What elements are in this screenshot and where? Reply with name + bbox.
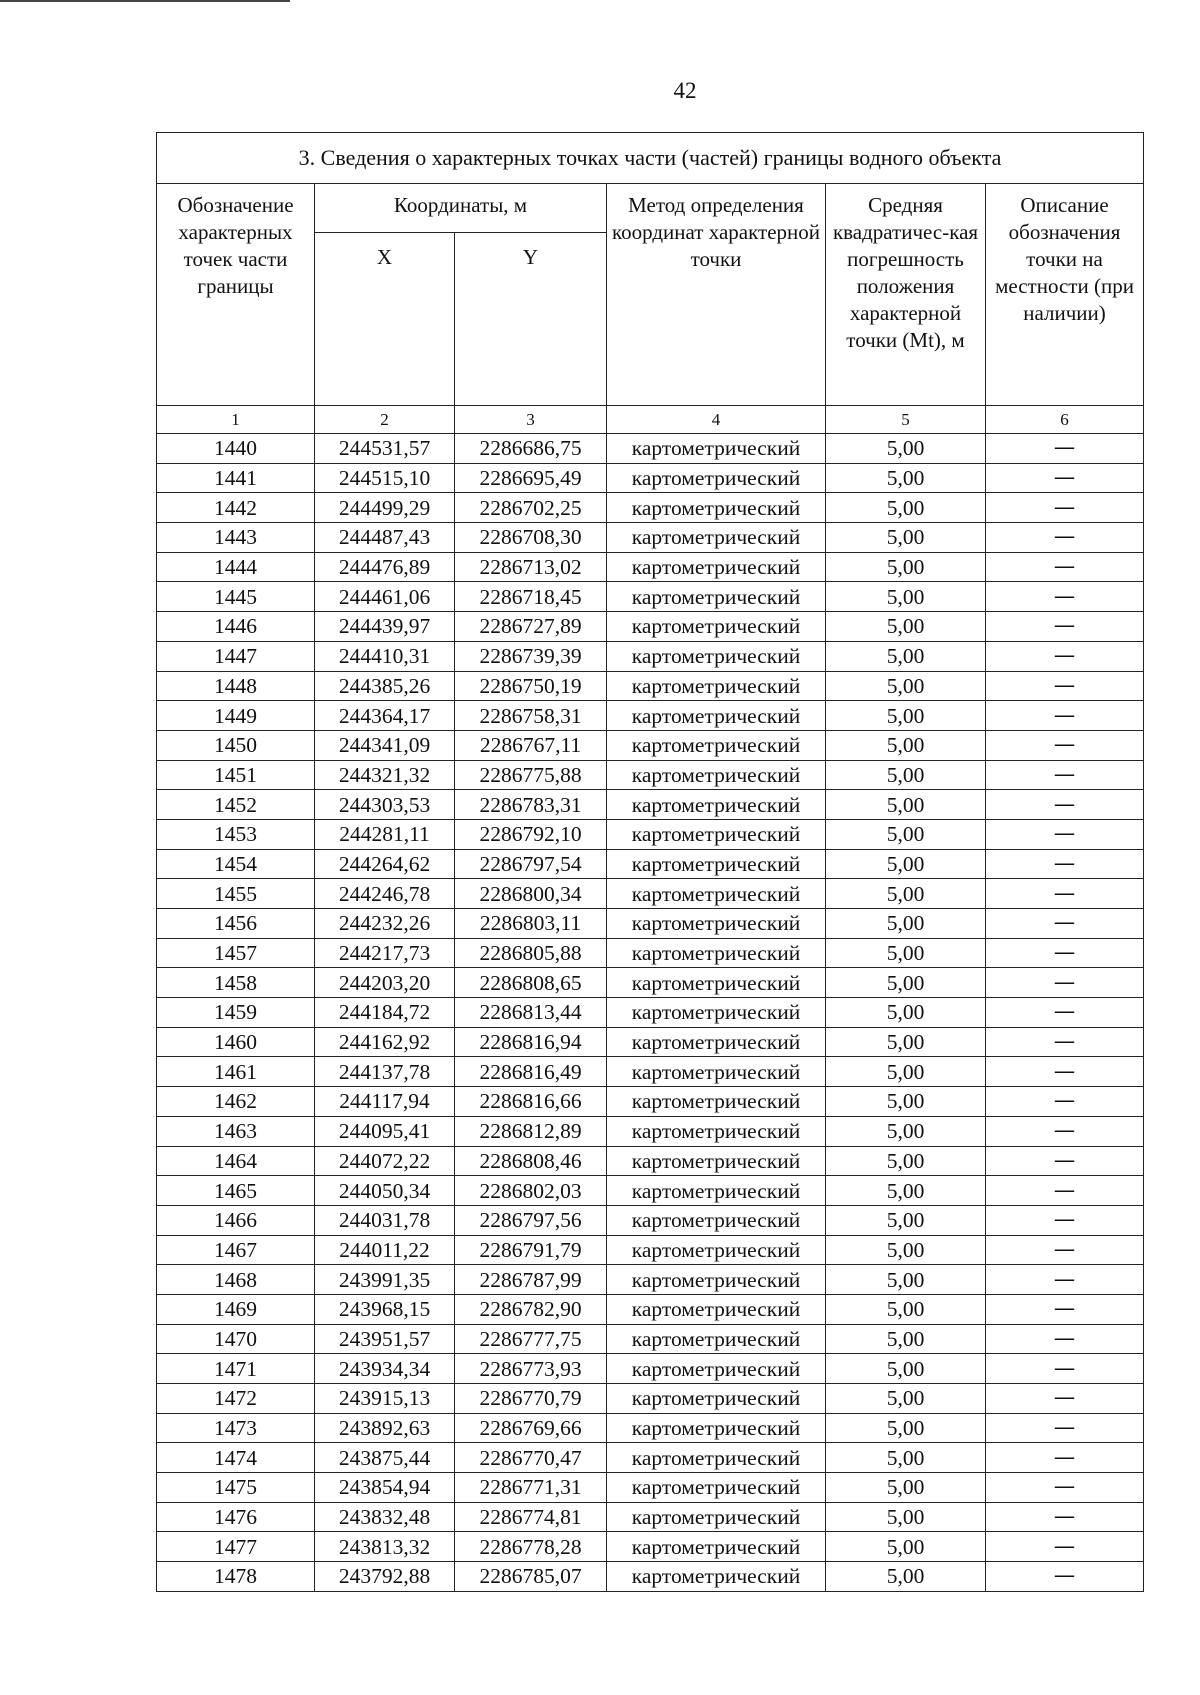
coord-y-cell: 2286802,03 — [455, 1176, 607, 1206]
table-row — [157, 523, 1144, 553]
method-cell: картометрический — [607, 849, 826, 879]
point-id-cell: 1459 — [157, 998, 315, 1028]
point-id-cell: 1470 — [157, 1324, 315, 1354]
header-error: Средняя квадратичес-кая погрешность положения характерной точки (Mt), м — [826, 184, 986, 406]
description-cell: — — [986, 1235, 1144, 1265]
description-cell: — — [986, 1413, 1144, 1443]
error-value-cell: 5,00 — [826, 968, 986, 998]
table-row — [157, 730, 1144, 760]
point-id-cell: 1449 — [157, 701, 315, 731]
table-row — [157, 849, 1144, 879]
coord-x-cell: 243991,35 — [315, 1265, 455, 1295]
point-id-cell: 1442 — [157, 493, 315, 523]
error-value-cell: 5,00 — [826, 523, 986, 553]
method-cell: картометрический — [607, 938, 826, 968]
point-id-cell: 1460 — [157, 1027, 315, 1057]
table-row — [157, 1057, 1144, 1087]
coord-x-cell: 244364,17 — [315, 701, 455, 731]
error-value-cell: 5,00 — [826, 641, 986, 671]
coord-y-cell: 2286777,75 — [455, 1324, 607, 1354]
coord-y-cell: 2286750,19 — [455, 671, 607, 701]
table-row — [157, 1116, 1144, 1146]
coord-x-cell: 243792,88 — [315, 1562, 455, 1592]
description-cell: — — [986, 879, 1144, 909]
method-cell: картометрический — [607, 1413, 826, 1443]
coord-x-cell: 244137,78 — [315, 1057, 455, 1087]
coord-x-cell: 243813,32 — [315, 1532, 455, 1562]
table-row — [157, 968, 1144, 998]
coord-x-cell: 243968,15 — [315, 1294, 455, 1324]
point-id-cell: 1478 — [157, 1562, 315, 1592]
error-value-cell: 5,00 — [826, 819, 986, 849]
point-id-cell: 1474 — [157, 1443, 315, 1473]
coord-x-cell: 244117,94 — [315, 1087, 455, 1117]
method-cell: картометрический — [607, 1502, 826, 1532]
description-cell: — — [986, 849, 1144, 879]
coord-x-cell: 244162,92 — [315, 1027, 455, 1057]
point-id-cell: 1473 — [157, 1413, 315, 1443]
method-cell: картометрический — [607, 730, 826, 760]
method-cell: картометрический — [607, 1384, 826, 1414]
description-cell: — — [986, 998, 1144, 1028]
coord-y-cell: 2286727,89 — [455, 612, 607, 642]
coord-y-cell: 2286783,31 — [455, 790, 607, 820]
coord-x-cell: 244011,22 — [315, 1235, 455, 1265]
point-id-cell: 1444 — [157, 552, 315, 582]
error-value-cell: 5,00 — [826, 1057, 986, 1087]
description-cell: — — [986, 1027, 1144, 1057]
coord-y-cell: 2286770,47 — [455, 1443, 607, 1473]
description-cell: — — [986, 1473, 1144, 1503]
method-cell: картометрический — [607, 641, 826, 671]
point-id-cell: 1454 — [157, 849, 315, 879]
description-cell: — — [986, 790, 1144, 820]
coord-x-cell: 244461,06 — [315, 582, 455, 612]
error-value-cell: 5,00 — [826, 1532, 986, 1562]
scan-edge-line — [0, 0, 290, 2]
boundary-points-table — [156, 132, 1144, 1592]
table-row — [157, 879, 1144, 909]
point-id-cell: 1472 — [157, 1384, 315, 1414]
coord-y-cell: 2286816,49 — [455, 1057, 607, 1087]
column-number: 4 — [607, 406, 826, 434]
description-cell: — — [986, 612, 1144, 642]
point-id-cell: 1453 — [157, 819, 315, 849]
column-number: 1 — [157, 406, 315, 434]
coord-x-cell: 244499,29 — [315, 493, 455, 523]
description-cell: — — [986, 582, 1144, 612]
description-cell: — — [986, 1087, 1144, 1117]
description-cell: — — [986, 671, 1144, 701]
description-cell: — — [986, 1354, 1144, 1384]
error-value-cell: 5,00 — [826, 463, 986, 493]
coord-x-cell: 243934,34 — [315, 1354, 455, 1384]
error-value-cell: 5,00 — [826, 1443, 986, 1473]
method-cell: картометрический — [607, 1057, 826, 1087]
coord-x-cell: 243915,13 — [315, 1384, 455, 1414]
point-id-cell: 1466 — [157, 1205, 315, 1235]
description-cell: — — [986, 760, 1144, 790]
method-cell: картометрический — [607, 968, 826, 998]
table-row — [157, 641, 1144, 671]
coord-x-cell: 244184,72 — [315, 998, 455, 1028]
table-row — [157, 1087, 1144, 1117]
coord-y-cell: 2286797,56 — [455, 1205, 607, 1235]
table-row — [157, 582, 1144, 612]
error-value-cell: 5,00 — [826, 701, 986, 731]
coord-x-cell: 244031,78 — [315, 1205, 455, 1235]
point-id-cell: 1446 — [157, 612, 315, 642]
coord-x-cell: 244072,22 — [315, 1146, 455, 1176]
coord-y-cell: 2286800,34 — [455, 879, 607, 909]
method-cell: картометрический — [607, 1324, 826, 1354]
method-cell: картометрический — [607, 1116, 826, 1146]
description-cell: — — [986, 552, 1144, 582]
point-id-cell: 1457 — [157, 938, 315, 968]
method-cell: картометрический — [607, 434, 826, 464]
description-cell: — — [986, 701, 1144, 731]
table-row — [157, 1354, 1144, 1384]
table-row — [157, 1532, 1144, 1562]
point-id-cell: 1464 — [157, 1146, 315, 1176]
coord-x-cell: 244232,26 — [315, 909, 455, 939]
error-value-cell: 5,00 — [826, 552, 986, 582]
coord-y-cell: 2286797,54 — [455, 849, 607, 879]
column-number: 6 — [986, 406, 1144, 434]
error-value-cell: 5,00 — [826, 1354, 986, 1384]
coord-x-cell: 244515,10 — [315, 463, 455, 493]
point-id-cell: 1475 — [157, 1473, 315, 1503]
error-value-cell: 5,00 — [826, 493, 986, 523]
method-cell: картометрический — [607, 879, 826, 909]
method-cell: картометрический — [607, 582, 826, 612]
header-y: Y — [455, 233, 607, 406]
method-cell: картометрический — [607, 463, 826, 493]
table-row — [157, 760, 1144, 790]
method-cell: картометрический — [607, 998, 826, 1028]
description-cell: — — [986, 1562, 1144, 1592]
table-row — [157, 998, 1144, 1028]
point-id-cell: 1456 — [157, 909, 315, 939]
coord-y-cell: 2286805,88 — [455, 938, 607, 968]
coord-y-cell: 2286718,45 — [455, 582, 607, 612]
coord-y-cell: 2286695,49 — [455, 463, 607, 493]
table-row — [157, 1384, 1144, 1414]
coord-y-cell: 2286787,99 — [455, 1265, 607, 1295]
table-row — [157, 1265, 1144, 1295]
error-value-cell: 5,00 — [826, 879, 986, 909]
coord-x-cell: 244410,31 — [315, 641, 455, 671]
error-value-cell: 5,00 — [826, 434, 986, 464]
method-cell: картометрический — [607, 1176, 826, 1206]
coord-y-cell: 2286758,31 — [455, 701, 607, 731]
coord-y-cell: 2286792,10 — [455, 819, 607, 849]
point-id-cell: 1441 — [157, 463, 315, 493]
coord-x-cell: 244246,78 — [315, 879, 455, 909]
coord-y-cell: 2286775,88 — [455, 760, 607, 790]
coord-y-cell: 2286808,65 — [455, 968, 607, 998]
coord-x-cell: 244264,62 — [315, 849, 455, 879]
description-cell: — — [986, 523, 1144, 553]
method-cell: картометрический — [607, 523, 826, 553]
point-id-cell: 1458 — [157, 968, 315, 998]
method-cell: картометрический — [607, 1205, 826, 1235]
coord-y-cell: 2286791,79 — [455, 1235, 607, 1265]
coord-x-cell: 244476,89 — [315, 552, 455, 582]
point-id-cell: 1440 — [157, 434, 315, 464]
point-id-cell: 1469 — [157, 1294, 315, 1324]
coord-x-cell: 243832,48 — [315, 1502, 455, 1532]
error-value-cell: 5,00 — [826, 909, 986, 939]
coord-y-cell: 2286812,89 — [455, 1116, 607, 1146]
method-cell: картометрический — [607, 1294, 826, 1324]
point-id-cell: 1461 — [157, 1057, 315, 1087]
coord-y-cell: 2286816,66 — [455, 1087, 607, 1117]
method-cell: картометрический — [607, 790, 826, 820]
method-cell: картометрический — [607, 1532, 826, 1562]
error-value-cell: 5,00 — [826, 760, 986, 790]
coord-x-cell: 243951,57 — [315, 1324, 455, 1354]
table-row — [157, 1176, 1144, 1206]
method-cell: картометрический — [607, 1146, 826, 1176]
coord-x-cell: 243875,44 — [315, 1443, 455, 1473]
point-id-cell: 1445 — [157, 582, 315, 612]
coord-y-cell: 2286785,07 — [455, 1562, 607, 1592]
coord-x-cell: 244095,41 — [315, 1116, 455, 1146]
point-id-cell: 1443 — [157, 523, 315, 553]
description-cell: — — [986, 1116, 1144, 1146]
error-value-cell: 5,00 — [826, 1384, 986, 1414]
point-id-cell: 1463 — [157, 1116, 315, 1146]
method-cell: картометрический — [607, 1562, 826, 1592]
table-row — [157, 552, 1144, 582]
point-id-cell: 1455 — [157, 879, 315, 909]
point-id-cell: 1447 — [157, 641, 315, 671]
coord-x-cell: 243892,63 — [315, 1413, 455, 1443]
coord-y-cell: 2286803,11 — [455, 909, 607, 939]
column-number-row — [157, 406, 1144, 434]
column-number: 3 — [455, 406, 607, 434]
method-cell: картометрический — [607, 612, 826, 642]
description-cell: — — [986, 938, 1144, 968]
point-id-cell: 1471 — [157, 1354, 315, 1384]
point-id-cell: 1476 — [157, 1502, 315, 1532]
error-value-cell: 5,00 — [826, 1087, 986, 1117]
point-id-cell: 1467 — [157, 1235, 315, 1265]
coord-y-cell: 2286774,81 — [455, 1502, 607, 1532]
error-value-cell: 5,00 — [826, 1413, 986, 1443]
error-value-cell: 5,00 — [826, 1502, 986, 1532]
description-cell: — — [986, 1324, 1144, 1354]
coord-y-cell: 2286713,02 — [455, 552, 607, 582]
description-cell: — — [986, 463, 1144, 493]
coord-y-cell: 2286773,93 — [455, 1354, 607, 1384]
error-value-cell: 5,00 — [826, 1324, 986, 1354]
coord-x-cell: 244281,11 — [315, 819, 455, 849]
coord-y-cell: 2286778,28 — [455, 1532, 607, 1562]
description-cell: — — [986, 434, 1144, 464]
table-row — [157, 1027, 1144, 1057]
description-cell: — — [986, 1294, 1144, 1324]
header-method: Метод определения координат характерной точки — [607, 184, 826, 406]
description-cell: — — [986, 1265, 1144, 1295]
error-value-cell: 5,00 — [826, 1562, 986, 1592]
point-id-cell: 1448 — [157, 671, 315, 701]
description-cell: — — [986, 1532, 1144, 1562]
point-id-cell: 1465 — [157, 1176, 315, 1206]
method-cell: картометрический — [607, 1265, 826, 1295]
error-value-cell: 5,00 — [826, 671, 986, 701]
coord-x-cell: 244531,57 — [315, 434, 455, 464]
point-id-cell: 1451 — [157, 760, 315, 790]
coord-y-cell: 2286813,44 — [455, 998, 607, 1028]
table-row — [157, 1146, 1144, 1176]
method-cell: картометрический — [607, 909, 826, 939]
method-cell: картометрический — [607, 1473, 826, 1503]
error-value-cell: 5,00 — [826, 612, 986, 642]
error-value-cell: 5,00 — [826, 582, 986, 612]
table-row — [157, 1294, 1144, 1324]
description-cell: — — [986, 819, 1144, 849]
description-cell: — — [986, 1443, 1144, 1473]
table-row — [157, 493, 1144, 523]
coord-y-cell: 2286771,31 — [455, 1473, 607, 1503]
column-number: 2 — [315, 406, 455, 434]
error-value-cell: 5,00 — [826, 1235, 986, 1265]
coord-x-cell: 244203,20 — [315, 968, 455, 998]
table-row — [157, 671, 1144, 701]
method-cell: картометрический — [607, 493, 826, 523]
coord-y-cell: 2286686,75 — [455, 434, 607, 464]
page-number: 42 — [673, 78, 697, 103]
coord-x-cell: 243854,94 — [315, 1473, 455, 1503]
method-cell: картометрический — [607, 671, 826, 701]
header-coordinates: Координаты, м — [315, 184, 607, 233]
coord-x-cell: 244385,26 — [315, 671, 455, 701]
description-cell: — — [986, 968, 1144, 998]
error-value-cell: 5,00 — [826, 1294, 986, 1324]
error-value-cell: 5,00 — [826, 1205, 986, 1235]
coord-y-cell: 2286770,79 — [455, 1384, 607, 1414]
error-value-cell: 5,00 — [826, 938, 986, 968]
point-id-cell: 1462 — [157, 1087, 315, 1117]
error-value-cell: 5,00 — [826, 790, 986, 820]
point-id-cell: 1468 — [157, 1265, 315, 1295]
method-cell: картометрический — [607, 760, 826, 790]
point-id-cell: 1450 — [157, 730, 315, 760]
table-row — [157, 938, 1144, 968]
coord-y-cell: 2286769,66 — [455, 1413, 607, 1443]
description-cell: — — [986, 1146, 1144, 1176]
table-row — [157, 790, 1144, 820]
description-cell: — — [986, 1502, 1144, 1532]
coord-y-cell: 2286702,25 — [455, 493, 607, 523]
column-number: 5 — [826, 406, 986, 434]
method-cell: картометрический — [607, 1235, 826, 1265]
header-x: X — [315, 233, 455, 406]
error-value-cell: 5,00 — [826, 1116, 986, 1146]
coord-x-cell: 244439,97 — [315, 612, 455, 642]
coord-y-cell: 2286816,94 — [455, 1027, 607, 1057]
coord-x-cell: 244487,43 — [315, 523, 455, 553]
table-row — [157, 434, 1144, 464]
table-row — [157, 701, 1144, 731]
coord-y-cell: 2286739,39 — [455, 641, 607, 671]
table-row — [157, 1502, 1144, 1532]
table-row — [157, 1324, 1144, 1354]
error-value-cell: 5,00 — [826, 1176, 986, 1206]
description-cell: — — [986, 730, 1144, 760]
coord-y-cell: 2286767,11 — [455, 730, 607, 760]
error-value-cell: 5,00 — [826, 730, 986, 760]
table-row — [157, 1562, 1144, 1592]
description-cell: — — [986, 641, 1144, 671]
coord-y-cell: 2286808,46 — [455, 1146, 607, 1176]
method-cell: картометрический — [607, 1027, 826, 1057]
description-cell: — — [986, 909, 1144, 939]
header-designation: Обозначение характерных точек части границы — [157, 184, 315, 406]
description-cell: — — [986, 1057, 1144, 1087]
error-value-cell: 5,00 — [826, 998, 986, 1028]
table-row — [157, 1473, 1144, 1503]
table-title: 3. Сведения о характерных точках части (частей) границы водного объекта — [157, 133, 1144, 184]
method-cell: картометрический — [607, 552, 826, 582]
point-id-cell: 1477 — [157, 1532, 315, 1562]
method-cell: картометрический — [607, 701, 826, 731]
description-cell: — — [986, 1384, 1144, 1414]
method-cell: картометрический — [607, 1354, 826, 1384]
description-cell: — — [986, 1176, 1144, 1206]
coord-x-cell: 244321,32 — [315, 760, 455, 790]
table-row — [157, 1235, 1144, 1265]
error-value-cell: 5,00 — [826, 1027, 986, 1057]
table-row — [157, 612, 1144, 642]
table-row — [157, 1205, 1144, 1235]
description-cell: — — [986, 1205, 1144, 1235]
coord-x-cell: 244341,09 — [315, 730, 455, 760]
coord-y-cell: 2286782,90 — [455, 1294, 607, 1324]
method-cell: картометрический — [607, 1443, 826, 1473]
coord-x-cell: 244303,53 — [315, 790, 455, 820]
coord-x-cell: 244050,34 — [315, 1176, 455, 1206]
table-row — [157, 909, 1144, 939]
error-value-cell: 5,00 — [826, 849, 986, 879]
error-value-cell: 5,00 — [826, 1265, 986, 1295]
coord-y-cell: 2286708,30 — [455, 523, 607, 553]
table-row — [157, 463, 1144, 493]
error-value-cell: 5,00 — [826, 1146, 986, 1176]
description-cell: — — [986, 493, 1144, 523]
point-id-cell: 1452 — [157, 790, 315, 820]
table-row — [157, 1413, 1144, 1443]
table-row — [157, 819, 1144, 849]
coord-x-cell: 244217,73 — [315, 938, 455, 968]
error-value-cell: 5,00 — [826, 1473, 986, 1503]
table-row — [157, 1443, 1144, 1473]
method-cell: картометрический — [607, 819, 826, 849]
method-cell: картометрический — [607, 1087, 826, 1117]
header-description: Описание обозначения точки на местности (при наличии) — [986, 184, 1144, 406]
